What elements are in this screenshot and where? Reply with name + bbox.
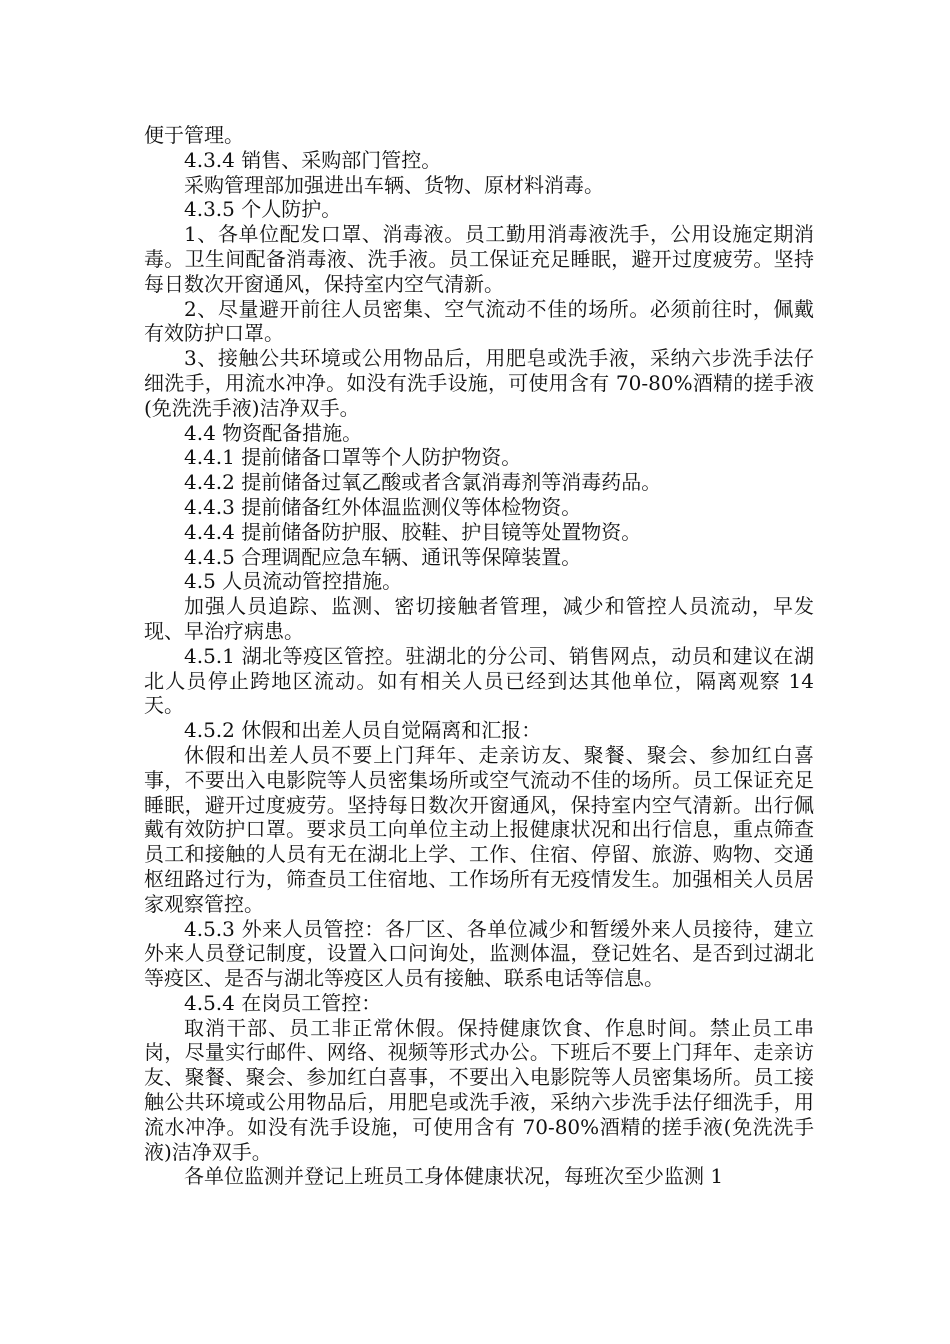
section-item-4-4-5: 4.4.5 合理调配应急车辆、通讯等保障装置。: [184, 544, 582, 569]
paragraph-procurement-disinfection: 采购管理部加强进出车辆、货物、原材料消毒。: [184, 172, 604, 197]
paragraph-health-monitoring: 各单位监测并登记上班员工身体健康状况，每班次至少监测 1: [184, 1164, 724, 1189]
list-item-1: 1、各单位配发口罩、消毒液。员工勤用消毒液洗手，公用设施定期消毒。卫生间配备消毒液、洗手液。员工保证充足睡眠，避开过度疲劳。坚持每日数次开窗通风，保持室内空气清新。: [144, 222, 814, 296]
section-heading-4-5-4: 4.5.4 在岗员工管控：: [184, 990, 382, 1015]
list-item-3: 3、接触公共环境或公用物品后，用肥皂或洗手液，采纳六步洗手法仔细洗手，用流水冲净。如没有洗手设施，可使用含有 70-80%酒精的搓手液(免洗洗手液)洁净双手。: [144, 346, 814, 420]
list-item-2: 2、尽量避开前往人员密集、空气流动不佳的场所。必须前往时，佩戴有效防护口罩。: [144, 296, 814, 346]
section-heading-4-3-4: 4.3.4 销售、采购部门管控。: [184, 147, 442, 172]
section-item-4-4-1: 4.4.1 提前储备口罩等个人防护物资。: [184, 445, 522, 470]
document-body: [144, 123, 814, 1189]
paragraph-continuation: 便于管理。: [144, 123, 244, 147]
section-heading-4-3-5: 4.3.5 个人防护。: [184, 197, 342, 222]
section-heading-4-4: 4.4 物资配备措施。: [184, 420, 363, 445]
paragraph-on-duty-staff: 取消干部、员工非正常休假。保持健康饮食、作息时间。禁止员工串岗，尽量实行邮件、网络、视频等形式办公。下班后不要上门拜年、走亲访友、聚餐、聚会、参加红白喜事，不要出入电影院等人员密集场所。员工接触公共环境或公用物品后，用肥皂或洗手液，采纳六步洗手法仔细洗手，用流水冲净。如没有洗手设施，可使用含有 70-80%酒精的搓手液(免洗洗手液)洁净双手。: [144, 1015, 814, 1164]
section-heading-4-5: 4.5 人员流动管控措施。: [184, 569, 403, 594]
paragraph-vacation-travel: 休假和出差人员不要上门拜年、走亲访友、聚餐、聚会、参加红白喜事，不要出入电影院等人员密集场所或空气流动不佳的场所。员工保证充足睡眠，避开过度疲劳。坚持每日数次开窗通风，保持室内空气清新。出行佩戴有效防护口罩。要求员工向单位主动上报健康状况和出行信息，重点筛查员工和接触的人员有无在湖北上学、工作、住宿、停留、旅游、购物、交通枢纽路过行为，筛查员工住宿地、工作场所有无疫情发生。加强相关人员居家观察管控。: [144, 742, 814, 916]
section-item-4-4-4: 4.4.4 提前储备防护服、胶鞋、护目镜等处置物资。: [184, 519, 642, 544]
section-heading-4-5-2: 4.5.2 休假和出差人员自觉隔离和汇报：: [184, 718, 542, 743]
section-item-4-5-1: 4.5.1 湖北等疫区管控。驻湖北的分公司、销售网点，动员和建议在湖北人员停止跨地区流动。如有相关人员已经到达其他单位，隔离观察 14 天。: [144, 643, 814, 718]
section-item-4-4-2: 4.4.2 提前储备过氧乙酸或者含氯消毒剂等消毒药品。: [184, 470, 662, 495]
section-item-4-5-3: 4.5.3 外来人员管控：各厂区、各单位减少和暂缓外来人员接待，建立外来人员登记制度，设置入口问询处，监测体温，登记姓名、是否到过湖北等疫区、是否与湖北等疫区人员有接触、联系电话等信息。: [144, 916, 814, 991]
paragraph-tracking: 加强人员追踪、监测、密切接触者管理，减少和管控人员流动，早发现、早治疗病患。: [144, 594, 814, 643]
section-item-4-4-3: 4.4.3 提前储备红外体温监测仪等体检物资。: [184, 494, 582, 519]
